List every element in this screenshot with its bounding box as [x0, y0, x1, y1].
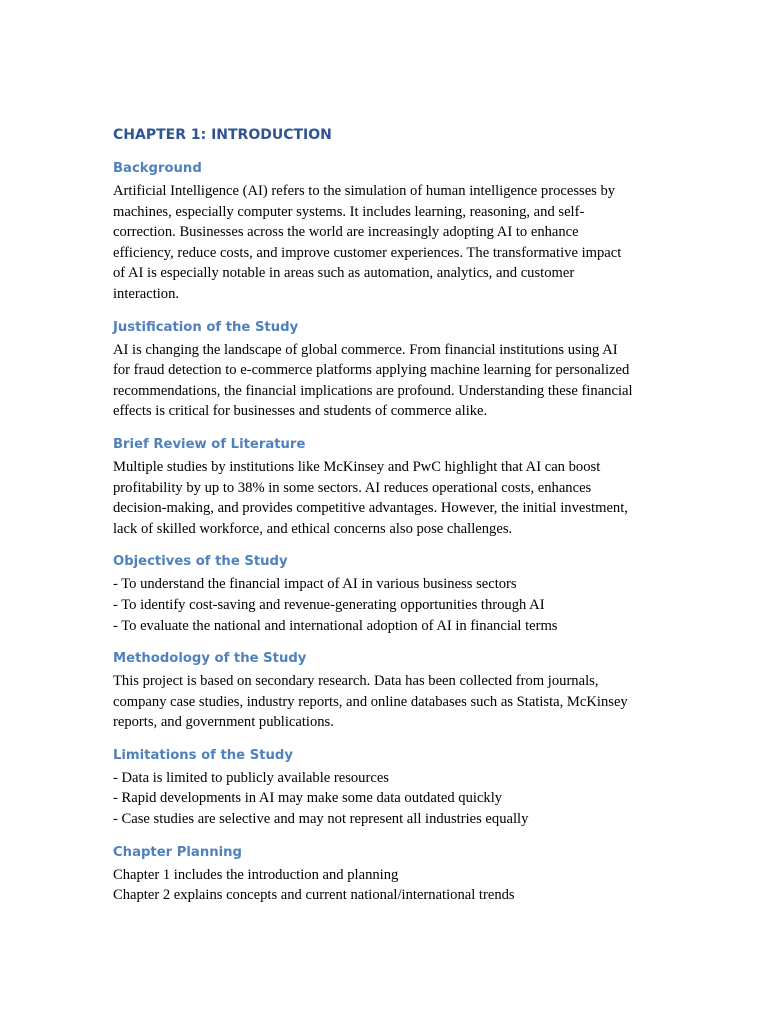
list-item: - To evaluate the national and international adoption of AI in financial terms: [113, 617, 558, 634]
section-body: [113, 671, 658, 733]
document-page: [113, 124, 658, 919]
list-item: - Case studies are selective and may not represent all industries equally: [113, 811, 529, 828]
section-heading: Justification of the Study: [113, 319, 299, 335]
text-line: company case studies, industry reports, and online databases such as Statista, McKinsey: [113, 693, 628, 710]
chapter-title: CHAPTER 1: INTRODUCTION: [113, 127, 332, 143]
section-body: [113, 768, 658, 830]
list-item: - Rapid developments in AI may make some data outdated quickly: [113, 790, 503, 807]
text-line: Artificial Intelligence (AI) refers to the simulation of human intelligence processes by: [113, 183, 616, 199]
text-line: effects is critical for businesses and students of commerce alike.: [113, 403, 488, 420]
section-background: [113, 159, 658, 305]
section-body: [113, 574, 658, 636]
text-line: correction. Businesses across the world are increasingly adopting AI to enhance: [113, 224, 579, 241]
section-body: [113, 865, 658, 906]
section-body: [113, 340, 658, 422]
section-literature-review: [113, 435, 658, 539]
section-chapter-planning: [113, 843, 658, 906]
section-heading: Background: [113, 161, 202, 176]
section-justification: [113, 318, 658, 422]
text-line: Chapter 1 includes the introduction and planning: [113, 866, 399, 883]
text-line: Multiple studies by institutions like McKinsey and PwC highlight that AI can boost: [113, 458, 601, 475]
text-line: Chapter 2 explains concepts and current national/international trends: [113, 887, 515, 904]
text-line: of AI is especially notable in areas such as automation, analytics, and customer: [113, 265, 575, 282]
text-line: lack of skilled workforce, and ethical concerns also pose challenges.: [113, 520, 513, 537]
text-line: This project is based on secondary research. Data has been collected from journals,: [113, 673, 599, 690]
text-line: profitability by up to 38% in some sectors. AI reduces operational costs, enhances: [113, 479, 592, 496]
section-heading: Methodology of the Study: [113, 651, 307, 667]
text-line: for fraud detection to e-commerce platforms applying machine learning for personalized: [113, 362, 630, 379]
list-item: - To identify cost-saving and revenue-generating opportunities through AI: [113, 596, 545, 613]
text-line: efficiency, reduce costs, and improve customer experiences. The transformative impact: [113, 244, 622, 261]
section-methodology: [113, 649, 658, 733]
text-line: decision-making, and provides competitive advantages. However, the initial investment,: [113, 500, 628, 517]
section-heading: Limitations of the Study: [113, 747, 293, 763]
section-limitations: [113, 746, 658, 830]
list-item: - Data is limited to publicly available resources: [113, 769, 389, 786]
list-item: - To understand the financial impact of AI in various business sectors: [113, 576, 517, 593]
section-heading: Chapter Planning: [113, 844, 242, 860]
section-body: [113, 457, 658, 539]
text-line: reports, and government publications.: [113, 714, 334, 731]
section-body: [113, 181, 658, 305]
section-heading: Objectives of the Study: [113, 554, 288, 570]
text-line: recommendations, the financial implications are profound. Understanding these financial: [113, 382, 633, 399]
text-line: interaction.: [113, 285, 180, 302]
text-line: machines, especially computer systems. It includes learning, reasoning, and self-: [113, 203, 585, 220]
section-heading: Brief Review of Literature: [113, 436, 306, 452]
text-line: AI is changing the landscape of global commerce. From financial institutions using AI: [113, 341, 618, 358]
section-objectives: [113, 552, 658, 636]
